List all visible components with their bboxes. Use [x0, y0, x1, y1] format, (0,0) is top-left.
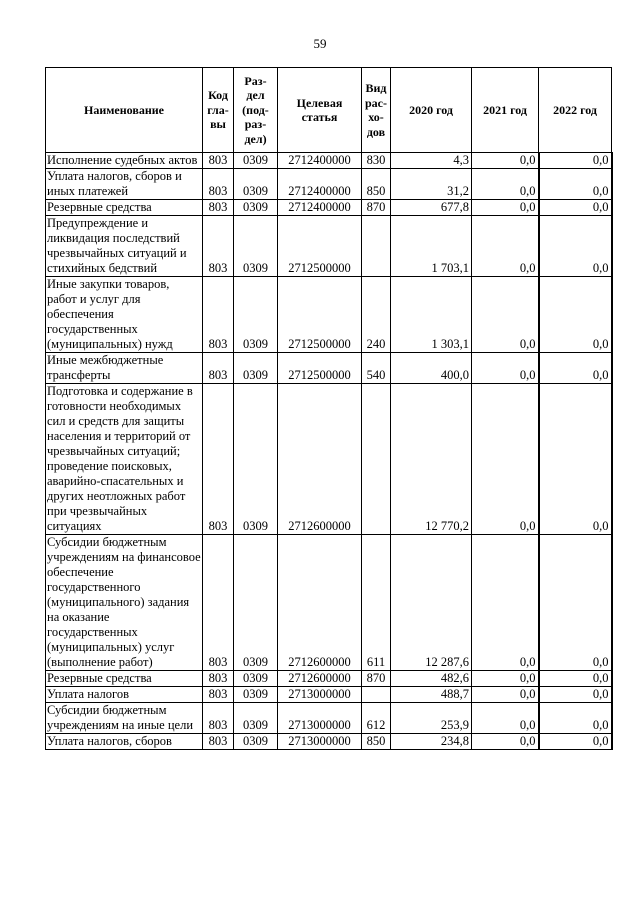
row-2021: 0,0 [472, 384, 539, 535]
row-section: 0309 [234, 153, 278, 169]
row-code: 803 [203, 687, 234, 703]
row-expense: 870 [362, 200, 391, 216]
row-code: 803 [203, 535, 234, 671]
row-target: 2713000000 [278, 734, 362, 750]
row-expense: 611 [362, 535, 391, 671]
row-2020: 1 303,1 [391, 277, 472, 353]
row-code: 803 [203, 353, 234, 384]
row-target: 2712500000 [278, 353, 362, 384]
table-row [46, 169, 612, 200]
row-code: 803 [203, 169, 234, 200]
row-2022: 0,0 [539, 734, 612, 750]
budget-table [45, 67, 613, 750]
row-expense: 850 [362, 734, 391, 750]
header-name: Наименование [46, 68, 203, 153]
row-name: Иные закупки товаров, работ и услуг для обеспечения государственных (муниципальных) нужд [46, 277, 203, 353]
row-name: Подготовка и содержание в готовности необходимых сил и средств для защиты населения и территорий от чрезвычайных ситуаций; проведение поисковых, аварийно-спасательных и других неотложных работ при чрезвычайных ситуациях [46, 384, 203, 535]
row-code: 803 [203, 671, 234, 687]
row-name: Исполнение судебных актов [46, 153, 203, 169]
header-2021: 2021 год [472, 68, 539, 153]
row-2022: 0,0 [539, 200, 612, 216]
row-2021: 0,0 [472, 353, 539, 384]
row-name: Резервные средства [46, 671, 203, 687]
header-section: Раз- дел (под- раз- дел) [234, 68, 278, 153]
row-2022: 0,0 [539, 353, 612, 384]
row-target: 2713000000 [278, 703, 362, 734]
row-2020: 4,3 [391, 153, 472, 169]
row-section: 0309 [234, 169, 278, 200]
row-expense: 850 [362, 169, 391, 200]
row-2022: 0,0 [539, 169, 612, 200]
row-name: Уплата налогов, сборов [46, 734, 203, 750]
row-target: 2713000000 [278, 687, 362, 703]
row-2021: 0,0 [472, 535, 539, 671]
row-2022: 0,0 [539, 384, 612, 535]
row-section: 0309 [234, 535, 278, 671]
row-section: 0309 [234, 277, 278, 353]
table-row [46, 353, 612, 384]
row-2022: 0,0 [539, 535, 612, 671]
row-target: 2712600000 [278, 384, 362, 535]
table-row [46, 535, 612, 671]
row-2020: 482,6 [391, 671, 472, 687]
row-code: 803 [203, 384, 234, 535]
row-2021: 0,0 [472, 277, 539, 353]
table-row [46, 687, 612, 703]
row-2021: 0,0 [472, 734, 539, 750]
row-target: 2712500000 [278, 216, 362, 277]
header-target: Целевая статья [278, 68, 362, 153]
row-2022: 0,0 [539, 687, 612, 703]
row-2022: 0,0 [539, 703, 612, 734]
row-2021: 0,0 [472, 200, 539, 216]
row-section: 0309 [234, 703, 278, 734]
row-expense [362, 687, 391, 703]
row-target: 2712400000 [278, 153, 362, 169]
row-expense [362, 216, 391, 277]
row-name: Иные межбюджетные трансферты [46, 353, 203, 384]
row-2021: 0,0 [472, 169, 539, 200]
row-code: 803 [203, 200, 234, 216]
row-expense: 870 [362, 671, 391, 687]
row-section: 0309 [234, 353, 278, 384]
row-section: 0309 [234, 200, 278, 216]
row-section: 0309 [234, 671, 278, 687]
row-code: 803 [203, 734, 234, 750]
row-name: Резервные средства [46, 200, 203, 216]
row-2021: 0,0 [472, 216, 539, 277]
row-target: 2712600000 [278, 535, 362, 671]
row-2020: 234,8 [391, 734, 472, 750]
row-name: Уплата налогов [46, 687, 203, 703]
table-row [46, 200, 612, 216]
row-section: 0309 [234, 687, 278, 703]
row-2020: 31,2 [391, 169, 472, 200]
table-row [46, 384, 612, 535]
table-row [46, 734, 612, 750]
row-target: 2712500000 [278, 277, 362, 353]
row-expense: 830 [362, 153, 391, 169]
row-2020: 1 703,1 [391, 216, 472, 277]
table-row [46, 153, 612, 169]
row-code: 803 [203, 216, 234, 277]
row-target: 2712400000 [278, 169, 362, 200]
table-row [46, 216, 612, 277]
header-row [46, 68, 612, 153]
header-code: Код гла- вы [203, 68, 234, 153]
row-2022: 0,0 [539, 153, 612, 169]
row-expense [362, 384, 391, 535]
row-name: Субсидии бюджетным учреждениям на финансовое обеспечение государственного (муниципального) задания на оказание государственных (муниципальных) услуг (выполнение работ) [47, 535, 201, 669]
row-target: 2712600000 [278, 671, 362, 687]
row-name: Предупреждение и ликвидация последствий чрезвычайных ситуаций и стихийных бедствий [46, 216, 203, 277]
row-code: 803 [203, 277, 234, 353]
row-target: 2712400000 [278, 200, 362, 216]
row-name: Уплата налогов, сборов и иных платежей [46, 169, 203, 200]
row-code: 803 [203, 153, 234, 169]
page-number: 59 [313, 36, 327, 51]
row-2022: 0,0 [539, 277, 612, 353]
row-2020: 12 287,6 [391, 535, 472, 671]
row-2020: 253,9 [391, 703, 472, 734]
row-2020: 488,7 [391, 687, 472, 703]
row-expense: 612 [362, 703, 391, 734]
header-expense: Вид рас- хо- дов [362, 68, 391, 153]
row-name: Субсидии бюджетным учреждениям на иные цели [46, 703, 203, 734]
header-2020: 2020 год [391, 68, 472, 153]
row-section: 0309 [234, 384, 278, 535]
table-row [46, 671, 612, 687]
row-2020: 677,8 [391, 200, 472, 216]
row-expense: 240 [362, 277, 391, 353]
row-2022: 0,0 [539, 216, 612, 277]
row-2021: 0,0 [472, 703, 539, 734]
row-2021: 0,0 [472, 153, 539, 169]
row-2021: 0,0 [472, 671, 539, 687]
table-row [46, 277, 612, 353]
row-2022: 0,0 [539, 671, 612, 687]
row-code: 803 [203, 703, 234, 734]
header-2022: 2022 год [539, 68, 612, 153]
row-2020: 12 770,2 [391, 384, 472, 535]
row-section: 0309 [234, 734, 278, 750]
row-expense: 540 [362, 353, 391, 384]
row-2020: 400,0 [391, 353, 472, 384]
row-section: 0309 [234, 216, 278, 277]
row-2021: 0,0 [472, 687, 539, 703]
table-row [46, 703, 612, 734]
